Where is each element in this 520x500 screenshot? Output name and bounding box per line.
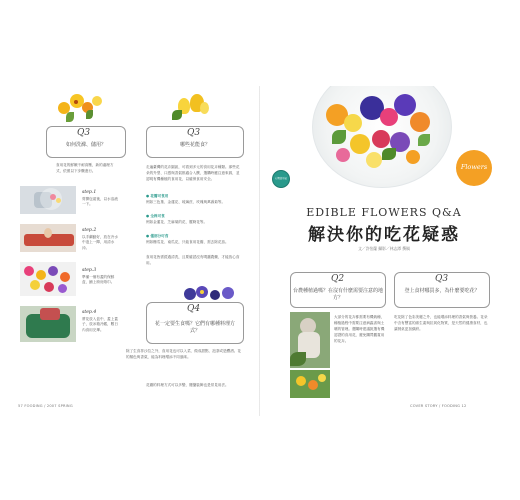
step4-label: step.4 [82, 310, 97, 315]
subhead-partial: ● 僅部分可食 [146, 234, 169, 238]
question-number: Q2 [331, 274, 345, 284]
cooking-para2: 花瓣的料理方式可以多變，擺盤裝飾也是常見用法。 [146, 383, 229, 387]
question-number: Q3 [77, 128, 91, 138]
flower-bowl-photo [306, 86, 456, 194]
step3-desc: 準備一個有蓋的保鮮盒，鋪上廚房紙巾。 [82, 275, 115, 285]
step2-desc: 以手翻動好，放在冷水中泡上一陣，用清水沖。 [82, 235, 118, 250]
magazine-spread [12, 86, 508, 416]
question-text: 花一定要生食嗎？它們有哪種料理方式？ [154, 321, 235, 334]
step3-label: step.3 [82, 268, 97, 273]
step4-desc: 將花放入盒中，蓋上蓋子，放冰箱冷藏，數日內食用完畢。 [82, 317, 118, 332]
petals-text: 例如三色堇、金蓮花、琉璃苣、玫瑰與萬壽菊等。 [146, 200, 226, 204]
yellow-orchid-photo [170, 92, 216, 122]
question-text: 如何洗滌、儲用？ [65, 142, 106, 148]
page-folio-right: COVER STORY / FOODING 12 [410, 404, 467, 408]
chapter-circle [456, 150, 492, 186]
step2-photo [20, 224, 76, 252]
cooking-para1: 除了生食拌沙拉之外，食用花也可以入菜、做成甜點、泡茶或是釀酒。花的顏色與香氣，能為料理增添不同風味。 [126, 349, 241, 359]
purple-flowers-photo [182, 284, 242, 302]
step1-label: step.1 [82, 190, 97, 195]
partial-text: 例如櫛瓜花、南瓜花，只能食用花瓣，需去除花蕊。 [146, 240, 229, 244]
question-text: 哪些花能食？ [179, 142, 210, 148]
question-number: Q4 [187, 304, 201, 314]
question-box-wash [46, 126, 126, 158]
step4-photo [20, 306, 76, 342]
step1-photo [20, 186, 76, 214]
question-box-farming [290, 272, 386, 308]
wash-intro-text: 食用花的鮮嫩不耐高壓，新的處理方式，依照以下步驟進行。 [56, 163, 114, 173]
question-number: Q3 [187, 128, 201, 138]
chapter-script: Flowers [460, 163, 488, 171]
title-english: EDIBLE FLOWERS Q&A [306, 206, 462, 219]
question-text: 台農種植過嗎？在沒有什麼需要注意的地方？ [293, 288, 384, 301]
which-para1: 走遍臺灣的花卉園區，可看到多元的食用花卉種類。那些花朵的外型、口感與香氣都適合入饌，選購時應注意來源，並認明有機種植的食用花，以確保食用安全。 [146, 165, 240, 181]
whole-text: 例如金蓮花、芝麻葉的花、羅勒花等。 [146, 220, 208, 224]
title-chinese: 解決你的吃花疑惑 [308, 225, 460, 245]
question-number: Q3 [435, 274, 449, 284]
badge-text: 有機食用花 [275, 177, 287, 180]
right-page [260, 86, 508, 416]
question-text: 登上食材哪買多，為什麼要吃花？ [404, 288, 480, 294]
question-box-which [146, 126, 244, 158]
yellow-flowers-photo [52, 92, 108, 126]
farming-answer: 大部分的花卉都需要有機栽種，種植過程中需要注意病蟲害與土壤的管理。選購時建議挑選有機認證的食用花，避免購買觀賞用的花卉。 [334, 315, 385, 343]
flower-field-photo [290, 370, 330, 398]
subhead-petals: ● 花瓣可食用 [146, 194, 169, 198]
credit-line: 文／許怡蘭 攝影／林志潭 撰稿 [358, 246, 410, 251]
left-page [12, 86, 260, 416]
step2-label: step.2 [82, 228, 97, 233]
which-para2: 食用花皆需經過清洗，且要確認沒有噴灑農藥，才能放心食用。 [146, 255, 240, 265]
question-box-cooking [146, 302, 244, 344]
step3-photo [20, 262, 76, 296]
subhead-whole: ● 全株可食 [146, 214, 165, 218]
page-folio-left: 57 FOODING / 2007 SPRING [18, 404, 73, 408]
why-answer: 吃花除了色彩美麗之外，也能增添料理的香氣與營養。花朵中含有豐富的維生素與抗氧化物質，是天然的健康食材，也讓餐桌更加繽紛。 [394, 315, 488, 331]
farmer-photo [290, 312, 330, 368]
step1-desc: 剪開包裝後，以水溶液一下。 [82, 197, 118, 207]
organic-badge [272, 170, 290, 188]
question-box-why [394, 272, 490, 308]
